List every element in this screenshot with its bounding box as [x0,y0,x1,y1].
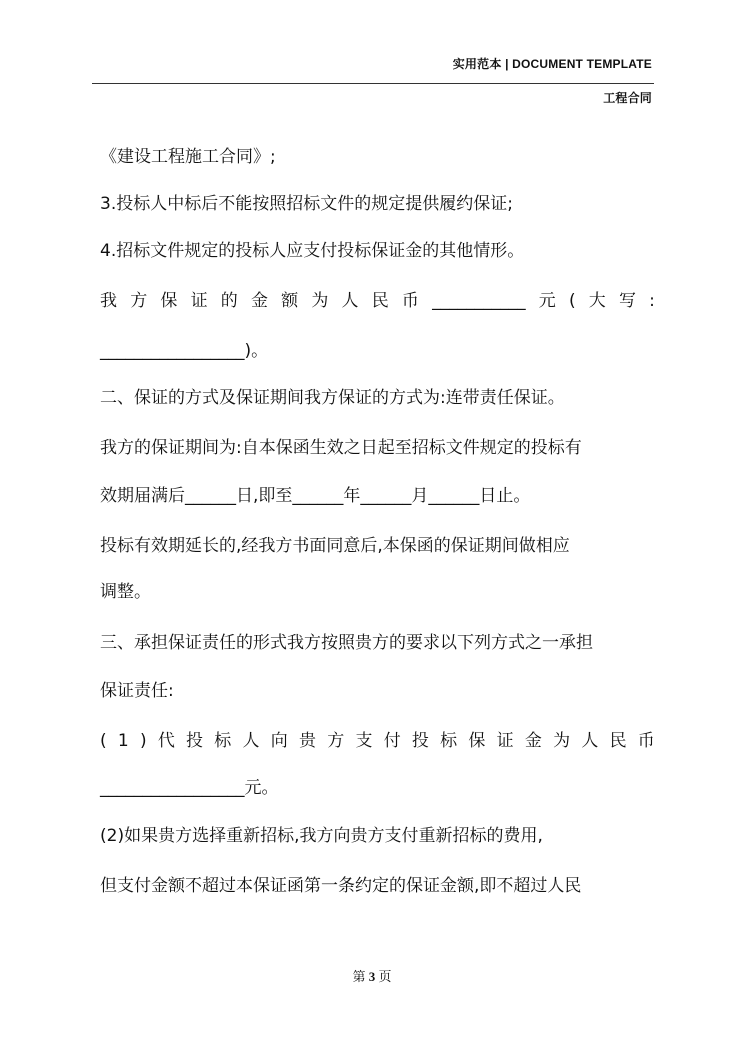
text-glyph: 投 [411,731,429,751]
text-glyph: 为 [311,291,329,311]
page-footer [0,966,744,985]
text-glyph: 大 [588,291,606,311]
body-line: 调整。 [100,582,151,602]
footer-suffix: 页 [378,969,392,984]
body-line: 保证责任: [100,681,174,701]
text-glyph: 标 [214,731,232,751]
header-title: 实用范本 | DOCUMENT TEMPLATE [452,57,652,71]
text-glyph: ( [568,291,576,311]
text-glyph: 额 [281,291,299,311]
body-line: 效期届满后______日,即至______年______月______日止。 [100,486,531,506]
text-glyph: 人 [341,291,359,311]
text-glyph: 投 [186,731,204,751]
text-glyph: 支 [355,731,373,751]
footer-prefix: 第 [352,969,366,984]
page-number: 3 [368,969,376,984]
text-glyph: 为 [553,731,571,751]
text-glyph: 民 [371,291,389,311]
text-glyph: ( [100,731,107,751]
text-glyph: 贵 [298,731,316,751]
body-line-justified [100,291,655,311]
text-glyph: 人 [242,731,260,751]
text-glyph: 1 [117,731,129,751]
section-heading: 三、承担保证责任的形式我方按照贵方的要求以下列方式之一承担 [100,633,593,653]
body-line: 《建设工程施工合同》; [100,147,276,167]
text-glyph: 我 [100,291,117,311]
text-glyph: 民 [609,731,627,751]
text-glyph: 代 [157,731,175,751]
text-glyph: 的 [220,291,238,311]
text-glyph: 币 [401,291,419,311]
body-line: 3.投标人中标后不能按照招标文件的规定提供履约保证; [100,194,513,214]
text-glyph: 元 [538,291,556,311]
header-divider [92,83,654,84]
header-subtitle: 工程合同 [603,91,652,105]
text-glyph: 向 [270,731,288,751]
text-glyph: 方 [130,291,148,311]
text-glyph: 金 [250,291,268,311]
text-glyph: 币 [637,731,655,751]
text-glyph: 证 [496,731,514,751]
text-glyph: 方 [327,731,345,751]
body-line-justified [100,731,655,751]
text-glyph: 金 [524,731,542,751]
text-glyph: ) [139,731,147,751]
text-glyph: : [649,291,655,311]
text-glyph: 保 [160,291,178,311]
body-line: (2)如果贵方选择重新招标,我方向贵方支付重新招标的费用, [100,826,543,846]
text-glyph: 写 [618,291,636,311]
text-glyph: 标 [440,731,458,751]
text-glyph: 付 [383,731,401,751]
body-line: 投标有效期延长的,经我方书面同意后,本保函的保证期间做相应 [100,536,570,556]
text-glyph: 人 [581,731,599,751]
body-line: 4.招标文件规定的投标人应支付投标保证金的其他情形。 [100,241,525,261]
body-line: 我方的保证期间为:自本保函生效之日起至招标文件规定的投标有 [100,438,582,458]
body-line: _________________元。 [100,778,279,798]
body-line: _________________)。 [100,341,269,361]
text-glyph: 保 [468,731,486,751]
body-line: 但支付金额不超过本保证函第一条约定的保证金额,即不超过人民 [100,876,582,896]
text-glyph: ___________ [432,291,526,311]
text-glyph: 证 [190,291,208,311]
section-heading: 二、保证的方式及保证期间我方保证的方式为:连带责任保证。 [100,388,565,408]
